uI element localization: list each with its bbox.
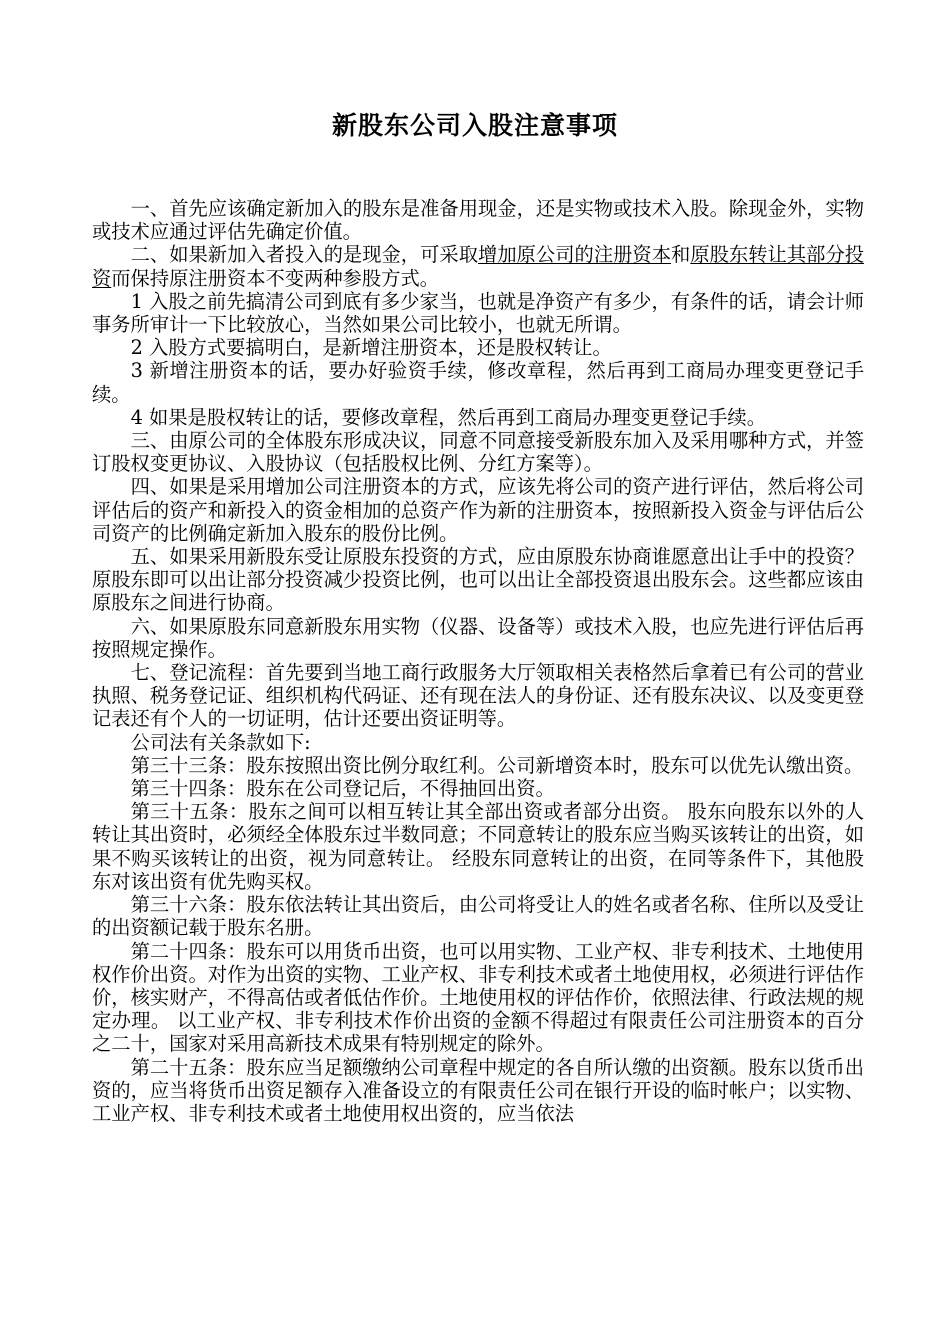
paragraph-article-25: 第二十五条：股东应当足额缴纳公司章程中规定的各自所认缴的出资额。股东以货币出资的，应当将货币出资足额存入准备设立的有限责任公司在银行开设的临时帐户；以实物、工业产权、非专利技术或者土地使用权出资的，应当依法: [92, 1055, 864, 1125]
paragraph-text: 而保持原注册资本不变两种参股方式。: [111, 266, 440, 290]
paragraph-article-35: 第三十五条：股东之间可以相互转让其全部出资或者部分出资。 股东向股东以外的人转让其出资时，必须经全体股东过半数同意；不同意转让的股东应当购买该转让的出资，如果不购买该转让的出资，视为同意转让。 经股东同意转让的出资，在同等条件下，其他股东对该出资有优先购买权。: [92, 800, 864, 893]
paragraph-item-1: 1 入股之前先搞清公司到底有多少家当，也就是净资产有多少，有条件的话，请会计师事务所审计一下比较放心，当然如果公司比较小，也就无所谓。: [92, 289, 864, 337]
paragraph-text: 和: [671, 243, 691, 267]
paragraph-item-3: 3 新增注册资本的话，要办好验资手续，修改章程，然后再到工商局办理变更登记手续。: [92, 359, 864, 406]
paragraph-article-24: 第二十四条：股东可以用货币出资，也可以用实物、工业产权、非专利技术、土地使用权作价出资。对作为出资的实物、工业产权、非专利技术或者土地使用权，必须进行评估作价，核实财产，不得高估或者低估作价。土地使用权的评估作价，依照法律、行政法规的规定办理。 以工业产权、非专利技术作价出资的金额不得超过有限责任公司注册资本的百分之二十，国家对采用高新技术成果有特别规定的除外。: [92, 939, 864, 1056]
paragraph-law-intro: 公司法有关条款如下:: [130, 730, 311, 754]
paragraph-text: 二、如果新加入者投入的是现金，可采取: [130, 243, 479, 267]
paragraph-item-2: 2 入股方式要搞明白，是新增注册资本，还是股权转让。: [130, 336, 612, 360]
document-title: 新股东公司入股注意事项: [331, 111, 618, 140]
paragraph-section-1: 一、首先应该确定新加入的股东是准备用现金，还是实物或技术入股。除现金外，实物或技术应通过评估先确定价值。: [92, 197, 864, 244]
paragraph-article-36: 第三十六条：股东依法转让其出资后，由公司将受让人的姓名或者名称、住所以及受让的出资额记载于股东名册。: [92, 893, 864, 940]
paragraph-section-5: 五、如果采用新股东受让原股东投资的方式，应由原股东协商谁愿意出让手中的投资？原股东即可以出让部分投资减少投资比例，也可以出让全部投资退出股东会。这些都应该由原股东之间进行协商。: [92, 545, 864, 615]
underlined-phrase-increase-capital: 增加原公司的注册资本: [478, 243, 672, 267]
paragraph-section-4: 四、如果是采用增加公司注册资本的方式，应该先将公司的资产进行评估，然后将公司评估后的资产和新投入的资金相加的总资产作为新的注册资本，按照新投入资金与评估后公司资产的比例确定新加入股东的股份比例。: [92, 475, 864, 545]
paragraph-item-4: 4 如果是股权转让的话，要修改章程，然后再到工商局办理变更登记手续。: [130, 405, 766, 429]
paragraph-section-3: 三、由原公司的全体股东形成决议，同意不同意接受新股东加入及采用哪种方式，并签订股权变更协议、入股协议（包括股权比例、分红方案等）。: [92, 429, 864, 476]
paragraph-section-6: 六、如果原股东同意新股东用实物（仪器、设备等）或技术入股，也应先进行评估后再按照规定操作。: [92, 614, 864, 661]
document-body: [92, 197, 864, 1125]
paragraph-section-2: [92, 243, 864, 289]
underlined-phrase-transfer-investment: 原股东转让其部分投资: [92, 243, 865, 290]
paragraph-section-7: 七、登记流程：首先要到当地工商行政服务大厅领取相关表格然后拿着已有公司的营业执照、税务登记证、组织机构代码证、还有现在法人的身份证、还有股东决议、以及变更登记表还有个人的一切证明，估计还要出资证明等。: [92, 661, 864, 731]
paragraph-article-34: 第三十四条：股东在公司登记后，不得抽回出资。: [130, 777, 555, 801]
paragraph-article-33: 第三十三条：股东按照出资比例分取红利。公司新增资本时，股东可以优先认缴出资。: [130, 753, 864, 777]
